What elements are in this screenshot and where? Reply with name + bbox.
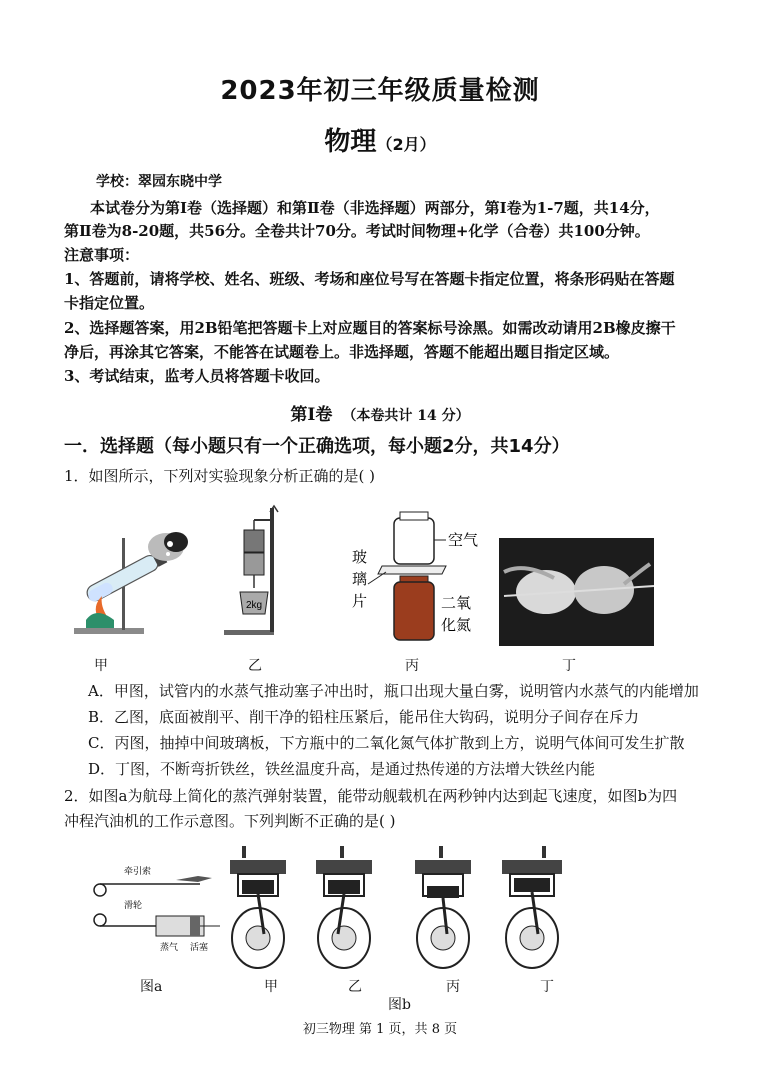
bending-wire-photo — [499, 538, 654, 646]
fig-label-yi: 乙 — [248, 658, 262, 674]
engine-label-ding: 丁 — [540, 979, 554, 995]
steam-catapult-diagram — [94, 865, 220, 952]
notice-item: 1、答题前，请将学校、姓名、班级、考场和座位号写在答题卡指定位置，将条形码贴在答题 — [64, 270, 675, 288]
glass-label: 片 — [352, 593, 368, 610]
intro-line-1: 本试卷分为第Ⅰ卷（选择题）和第Ⅱ卷（非选择题）两部分，第Ⅰ卷为1-7题，共14分， — [90, 199, 660, 217]
page-footer: 初三物理 第 1 页，共 8 页 — [302, 1022, 458, 1037]
notice-item: 卡指定位置。 — [64, 294, 155, 312]
notice-item: 3、考试结束，监考人员将答题卡收回。 — [64, 367, 330, 385]
fig-b-caption: 图b — [388, 997, 411, 1013]
notice-heading: 注意事项： — [64, 246, 140, 264]
weight-label: 2kg — [245, 600, 263, 611]
option-b: B．乙图，底面被削平、削干净的铅柱压紧后，能吊住大钩码，说明分子间存在斥力 — [88, 708, 640, 726]
fig-a-caption: 图a — [140, 979, 163, 995]
option-c: C．丙图，抽掉中间玻璃板，下方瓶中的二氧化氮气体扩散到上方，说明气体间可发生扩散 — [88, 734, 685, 752]
engine-label-bing: 丙 — [446, 979, 460, 995]
fig-label-ding: 丁 — [562, 658, 576, 674]
gas-diffusion-apparatus — [352, 512, 478, 640]
engine-yi — [316, 846, 372, 968]
question-1-stem: 1．如图所示，下列对实验现象分析正确的是( ) — [64, 467, 376, 485]
option-d: D．丁图，不断弯折铁丝，铁丝温度升高，是通过热传递的方法增大铁丝内能 — [88, 760, 596, 778]
subject-name: 物理 — [324, 127, 377, 157]
pulley-label: 滑轮 — [124, 900, 143, 910]
section-name: 第Ⅰ卷 — [290, 405, 333, 425]
question-2-line-2: 冲程汽油机的工作示意图。下列判断不正确的是( ) — [64, 812, 396, 830]
intro-line-2: 第Ⅱ卷为8-20题，共56分。全卷共计70分。考试时间物理+化学（合卷）共100分钟。 — [64, 222, 650, 240]
notice-item: 净后，再涂其它答案，不能答在试题卷上。非选择题，答题不能超出题目指定区域。 — [64, 343, 620, 361]
glass-label: 玻 — [352, 549, 368, 566]
question-1-figure — [64, 500, 704, 680]
section-heading: 一．选择题（每小题只有一个正确选项，每小题2分，共14分） — [64, 436, 570, 457]
notice-item: 2、选择题答案，用2B铅笔把答题卡上对应题目的答案标号涂黑。如需改动请用2B橡皮擦干 — [64, 319, 676, 337]
fig-label-jia: 甲 — [94, 658, 108, 674]
fig-label-bing: 丙 — [405, 658, 419, 674]
test-tube-apparatus — [74, 532, 188, 634]
lead-cylinder-apparatus — [224, 506, 278, 635]
option-a: A．甲图，试管内的水蒸气推动塞子冲出时，瓶口出现大量白雾，说明管内水蒸气的内能增加 — [88, 682, 699, 700]
piston-label: 活塞 — [190, 942, 209, 952]
engine-label-jia: 甲 — [264, 979, 278, 995]
no2-label: 二氧 — [441, 595, 472, 612]
glass-label: 璃 — [352, 571, 368, 588]
steam-label: 蒸气 — [160, 942, 179, 952]
school-name: 学校：翠园东晓中学 — [96, 174, 222, 190]
no2-label: 化氮 — [441, 617, 472, 634]
engine-label-yi: 乙 — [348, 979, 362, 995]
section-subtitle: （本卷共计 14 分） — [342, 408, 470, 424]
traction-cable-label: 牵引索 — [124, 866, 152, 876]
air-label: 空气 — [448, 532, 479, 549]
exam-title: 2023年初三年级质量检测 — [220, 76, 540, 106]
engine-bing — [415, 846, 471, 968]
section-title — [0, 400, 760, 425]
engine-ding — [502, 846, 562, 968]
question-2-figure — [90, 840, 610, 980]
engine-jia — [230, 846, 286, 968]
subject-month: （2月） — [376, 135, 436, 154]
question-2-line-1: 2．如图a为航母上简化的蒸汽弹射装置，能带动舰载机在两秒钟内达到起飞速度，如图b为四 — [64, 787, 678, 805]
subject-title — [0, 121, 760, 158]
